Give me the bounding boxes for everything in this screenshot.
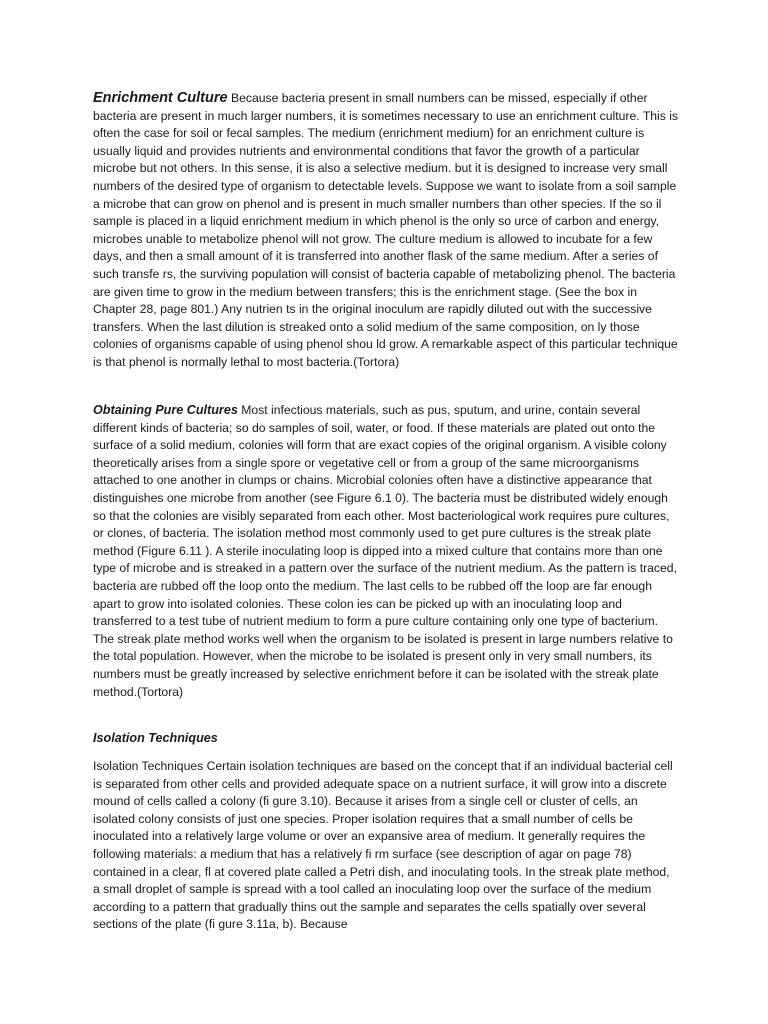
body-enrichment-culture: Because bacteria present in small numbers can be missed, especially if other bacteria are present in much larger numbers, it is sometimes necessary to use an enrichment culture. This is often the case for soil or fecal samples. The medium (enrichment medium) for an enrichment culture is usually liquid and provides nutrients and environmental conditions that favor the growth of a particular microbe but not others. In this sense, it is also a selective medium. but it is designed to increase very small numbers of the desired type of organism to detectable levels. Suppose we want to isolate from a soil sample a microbe that can grow on phenol and is present in much smaller numbers than other species. If the so il sample is placed in a liquid enrichment medium in which phenol is the only so urce of carbon and energy, microbes unable to metabolize phenol will not grow. The culture medium is allowed to incubate for a few days, and then a small amount of it is transferred into another flask of the same medium. After a series of such transfe rs, the surviving population will consist of bacteria capable of metabolizing phenol. The bacteria are given time to grow in the medium between transfers; this is the enrichment stage. (See the box in Chapter 28, page 801.) Any nutrien ts in the original inoculum are rapidly diluted out with the successive transfers. When the last dilution is streaked onto a solid medium of the same composition, on ly those colonies of organisms capable of using phenol shou ld grow. A remarkable aspect of this particular technique is that phenol is normally lethal to most bacteria.(Tortora): [93, 91, 679, 369]
heading-obtaining-pure-cultures: Obtaining Pure Cultures: [93, 403, 238, 417]
paragraph-obtaining-pure-cultures: [93, 402, 679, 701]
paragraph-isolation-techniques: Isolation Techniques Certain isolation techniques are based on the concept that if an individual bacterial cell is separated from other cells and provided adequate space on a nutrient surface, it will grow into a discrete mound of cells called a colony (fi gure 3.10). Because it arises from a single cell or cluster of cells, an isolated colony consists of just one species. Proper isolation requires that a small number of cells be inoculated into a relatively large volume or over an expansive area of medium. It generally requires the following materials: a medium that has a relatively fi rm surface (see description of agar on page 78) contained in a clear, fl at covered plate called a Petri dish, and inoculating tools. In the streak plate method, a small droplet of sample is spread with a tool called an inoculating loop over the surface of the medium according to a pattern that gradually thins out the sample and separates the cells spatially over several sections of the plate (fi gure 3.11a, b). Because: [93, 759, 673, 932]
heading-enrichment-culture: Enrichment Culture: [93, 90, 228, 106]
body-obtaining-pure-cultures: Most infectious materials, such as pus, sputum, and urine, contain several different kinds of bacteria; so do samples of soil, water, or food. If these materials are plated out onto the surface of a solid medium, colonies will form that are exact copies of the original organism. A visible colony theoretically arises from a single spore or vegetative cell or from a group of the same microorganisms attached to one another in clumps or chains. Microbial colonies often have a distinctive appearance that distinguishes one microbe from another (see Figure 6.1 0). The bacteria must be distributed widely enough so that the colonies are visibly separated from each other. Most bacteriological work requires pure cultures, or clones, of bacteria. The isolation method most commonly used to get pure cultures is the streak plate method (Figure 6.11 ). A sterile inoculating loop is dipped into a mixed culture that contains more than one type of microbe and is streaked in a pattern over the surface of the nutrient medium. As the pattern is traced, bacteria are rubbed off the loop onto the medium. The last cells to be rubbed off the loop are far enough apart to grow into isolated colonies. These colon ies can be picked up with an inoculating loop and transferred to a test tube of nutrient medium to form a pure culture containing only one type of bacterium. The streak plate method works well when the organism to be isolated is present in large numbers relative to the total population. However, when the microbe to be isolated is present only in very small numbers, its numbers must be greatly increased by selective enrichment before it can be isolated with the streak plate method.(Tortora): [93, 403, 677, 699]
paragraph-enrichment-culture: [93, 90, 679, 372]
heading-isolation-techniques: Isolation Techniques: [93, 731, 218, 745]
